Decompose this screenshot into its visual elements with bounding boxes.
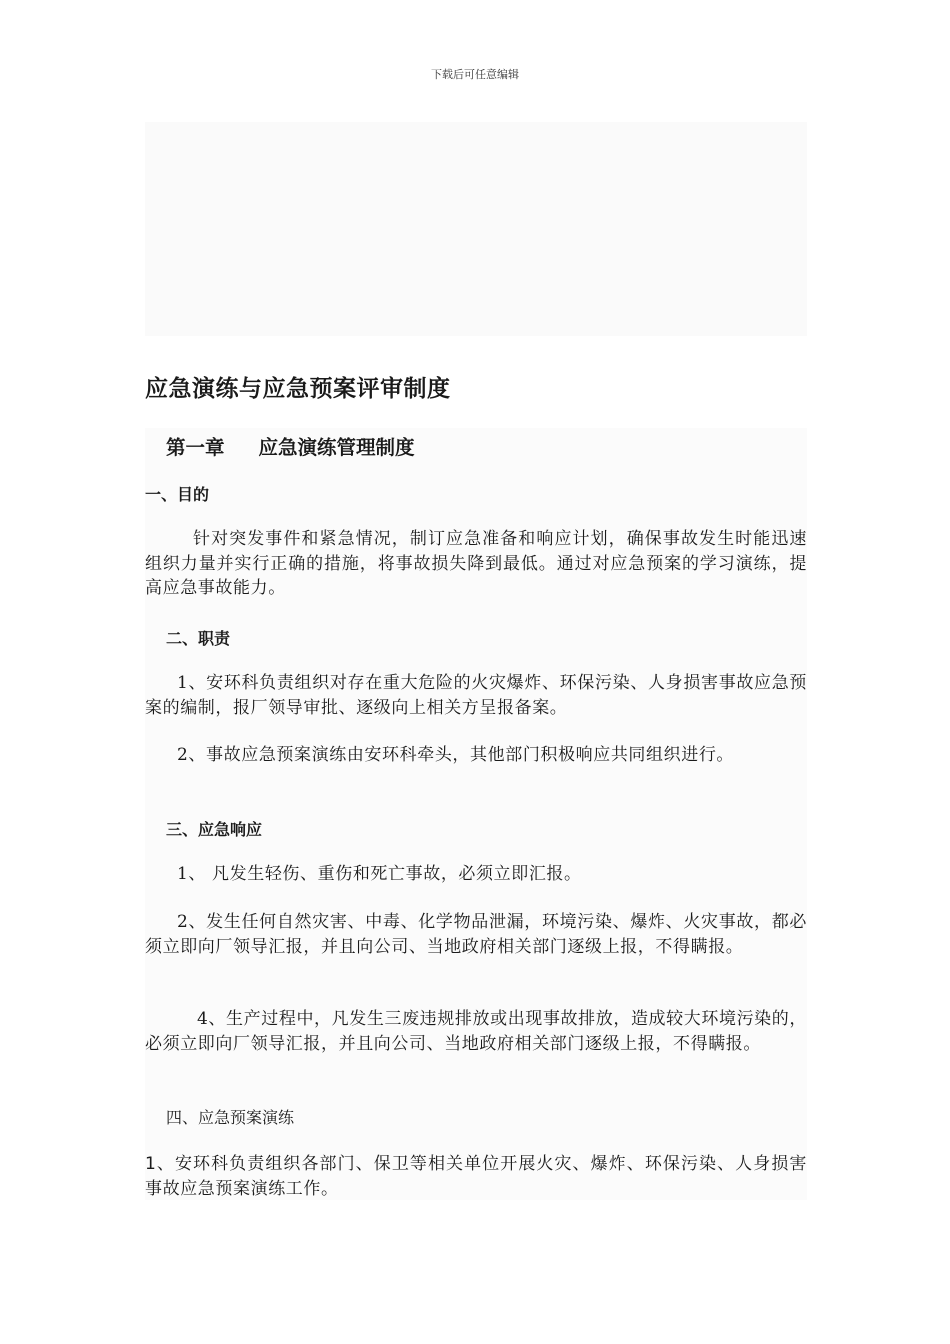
section-response-heading: 三、应急响应	[166, 820, 263, 839]
page-header: 下载后可任意编辑	[431, 68, 519, 81]
section-response-item-1: 1、 凡发生轻伤、重伤和死亡事故，必须立即汇报。	[177, 864, 582, 884]
section-response-item-4: 4、生产过程中，凡发生三废违规排放或出现事故排放，造成较大环境污染的，必须立即向厂领导汇报，并且向公司、当地政府相关部门逐级上报，不得瞒报。	[145, 1009, 807, 1054]
document-title: 应急演练与应急预案评审制度	[145, 376, 451, 402]
section-response-item-2: 2、发生任何自然灾害、中毒、化学物品泄漏，环境污染、爆炸、火灾事故，都必须立即向厂领导汇报，并且向公司、当地政府相关部门逐级上报，不得瞒报。	[145, 912, 807, 957]
section-purpose-heading: 一、目的	[145, 485, 210, 504]
chapter-name: 应急演练管理制度	[258, 436, 415, 459]
section-duties-item-2: 2、事故应急预案演练由安环科牵头，其他部门积极响应共同组织进行。	[177, 745, 735, 765]
section-drill-item-1: 1、安环科负责组织各部门、保卫等相关单位开展火灾、爆炸、环保污染、人身损害事故应急预案演练工作。	[145, 1154, 807, 1199]
chapter-heading	[166, 432, 415, 460]
section-purpose-paragraph: 针对突发事件和紧急情况，制订应急准备和响应计划，确保事故发生时能迅速组织力量并实行正确的措施，将事故损失降到最低。通过对应急预案的学习演练，提高应急事故能力。	[145, 529, 807, 598]
section-drill-heading: 四、应急预案演练	[166, 1108, 295, 1127]
section-duties-item-1: 1、安环科负责组织对存在重大危险的火灾爆炸、环保污染、人身损害事故应急预案的编制，报厂领导审批、逐级向上相关方呈报备案。	[145, 673, 807, 718]
section-duties-heading: 二、职责	[166, 629, 231, 648]
chapter-number: 第一章	[166, 436, 225, 459]
blank-image-area	[145, 122, 807, 336]
